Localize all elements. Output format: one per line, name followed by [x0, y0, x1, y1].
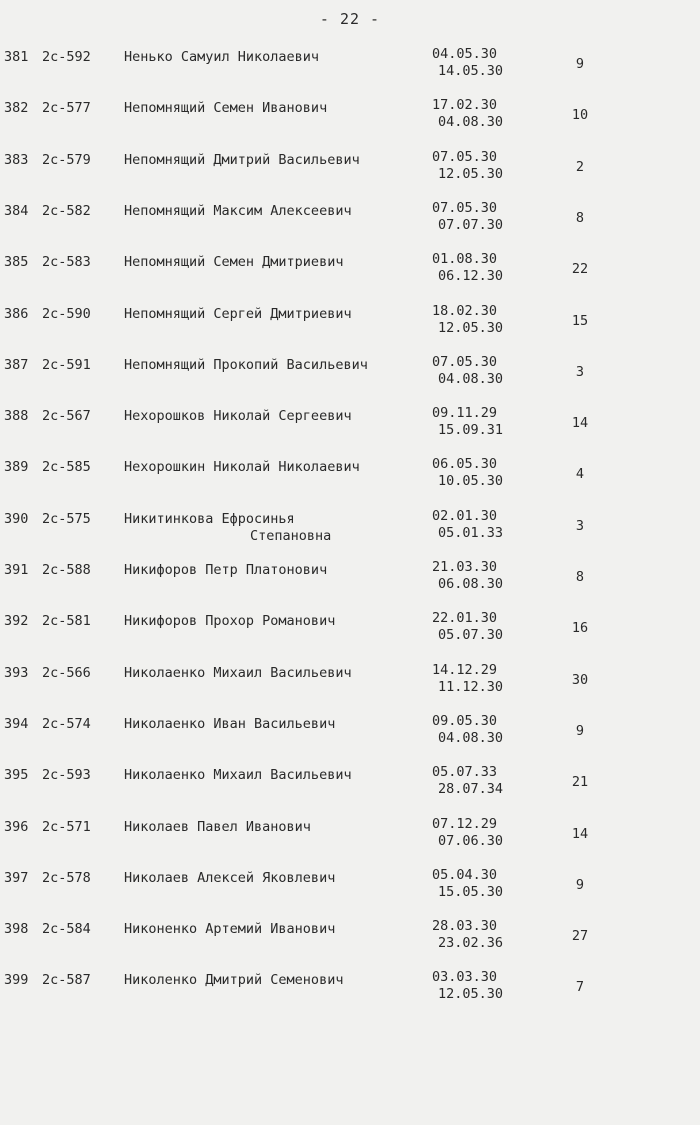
record-row [0, 97, 700, 137]
record-row [0, 918, 700, 958]
record-name: Николаев Алексей Яковлевич [124, 869, 336, 886]
record-end-date: 28.07.34 [438, 781, 504, 798]
record-start-date: 07.05.30 [432, 148, 498, 165]
record-code: 2c-567 [42, 408, 91, 425]
record-count: 21 [571, 774, 589, 791]
record-row [0, 456, 700, 496]
record-name: Ненько Самуил Николаевич [124, 49, 320, 65]
record-start-date: 09.11.29 [432, 405, 498, 422]
record-start-date: 14.12.29 [432, 661, 498, 678]
record-count: 16 [571, 620, 589, 637]
record-name: Непомнящий Сергей Дмитриевич [124, 305, 352, 322]
record-end-date: 04.08.30 [438, 114, 504, 131]
record-code: 2c-593 [42, 767, 91, 784]
record-count: 10 [571, 107, 589, 124]
record-number: 399 [4, 972, 29, 989]
record-code: 2c-581 [42, 613, 91, 630]
record-row [0, 764, 700, 804]
record-name: Непомнящий Дмитрий Васильевич [124, 151, 360, 168]
record-name: Николаенко Михаил Васильевич [124, 664, 352, 681]
record-number: 392 [4, 613, 29, 630]
record-start-date: 05.07.33 [432, 764, 498, 781]
record-count: 8 [575, 569, 585, 585]
record-number: 390 [4, 510, 29, 527]
record-name: Николаенко Иван Васильевич [124, 715, 336, 732]
record-number: 394 [4, 715, 29, 732]
record-end-date: 12.05.30 [438, 986, 504, 1003]
record-end-date: 11.12.30 [438, 678, 504, 695]
record-name: Никитинкова Ефросинья [124, 510, 295, 527]
record-name: Непомнящий Семен Дмитриевич [124, 254, 344, 271]
record-end-date: 12.05.30 [438, 319, 504, 336]
record-start-date: 07.05.30 [432, 199, 498, 216]
record-count: 14 [571, 825, 589, 842]
record-start-date: 06.05.30 [432, 456, 498, 473]
record-start-date: 03.03.30 [432, 969, 498, 986]
record-code: 2c-591 [42, 356, 91, 373]
record-number: 381 [4, 49, 29, 65]
record-count: 7 [575, 979, 585, 996]
record-name: Никоненко Артемий Иванович [124, 921, 336, 938]
record-name: Никифоров Прохор Романович [124, 613, 336, 630]
record-end-date: 15.05.30 [438, 883, 504, 900]
record-number: 384 [4, 202, 29, 219]
record-row [0, 46, 700, 86]
record-name: Николаенко Михаил Васильевич [124, 767, 352, 784]
record-start-date: 02.01.30 [432, 507, 498, 524]
record-code: 2c-574 [42, 715, 91, 732]
record-end-date: 12.05.30 [438, 165, 504, 182]
record-count: 15 [571, 312, 589, 329]
record-name: Николаев Павел Иванович [124, 818, 311, 835]
record-name: Непомнящий Прокопий Васильевич [124, 356, 368, 373]
record-count: 27 [571, 928, 589, 945]
record-number: 385 [4, 254, 29, 271]
record-row [0, 867, 700, 907]
record-start-date: 17.02.30 [432, 97, 498, 114]
record-start-date: 28.03.30 [432, 918, 498, 935]
record-end-date: 14.05.30 [438, 63, 504, 79]
record-start-date: 07.12.29 [432, 815, 498, 832]
record-number: 393 [4, 664, 29, 681]
record-count: 9 [575, 876, 585, 893]
record-row [0, 713, 700, 753]
record-end-date: 06.12.30 [438, 268, 504, 285]
record-end-date: 23.02.36 [438, 935, 504, 952]
record-count: 4 [575, 466, 585, 483]
record-number: 386 [4, 305, 29, 322]
record-start-date: 21.03.30 [432, 559, 498, 575]
record-number: 387 [4, 356, 29, 373]
record-count: 3 [575, 517, 585, 534]
record-count: 9 [575, 56, 585, 72]
record-end-date: 07.06.30 [438, 832, 504, 849]
record-name: Непомнящий Максим Алексеевич [124, 202, 352, 219]
record-number: 395 [4, 767, 29, 784]
record-count: 3 [575, 363, 585, 380]
record-code: 2c-579 [42, 151, 91, 168]
record-name: Нехорошков Николай Сергеевич [124, 408, 352, 425]
record-end-date: 06.08.30 [438, 576, 504, 592]
record-name-continued: Степановна [250, 527, 332, 544]
record-row [0, 559, 700, 599]
record-end-date: 05.01.33 [438, 524, 504, 541]
record-count: 22 [571, 261, 589, 278]
record-code: 2c-582 [42, 202, 91, 219]
record-code: 2c-583 [42, 254, 91, 271]
record-number: 383 [4, 151, 29, 168]
record-end-date: 04.08.30 [438, 370, 504, 387]
record-number: 391 [4, 562, 29, 578]
record-row [0, 816, 700, 856]
record-name: Николенко Дмитрий Семенович [124, 972, 344, 989]
record-end-date: 10.05.30 [438, 473, 504, 490]
record-end-date: 15.09.31 [438, 422, 504, 439]
record-name: Непомнящий Семен Иванович [124, 100, 328, 117]
record-row [0, 303, 700, 343]
record-start-date: 22.01.30 [432, 610, 498, 627]
record-count: 14 [571, 415, 589, 432]
record-count: 8 [575, 209, 585, 226]
record-number: 396 [4, 818, 29, 835]
record-number: 397 [4, 869, 29, 886]
page-number: - 22 - [319, 10, 381, 28]
record-count: 9 [575, 722, 585, 739]
record-row [0, 251, 700, 291]
record-start-date: 01.08.30 [432, 251, 498, 268]
record-name: Нехорошкин Николай Николаевич [124, 459, 360, 476]
record-end-date: 05.07.30 [438, 627, 504, 644]
record-start-date: 09.05.30 [432, 712, 498, 729]
record-row [0, 405, 700, 445]
record-code: 2c-575 [42, 510, 91, 527]
record-row [0, 610, 700, 650]
record-code: 2c-577 [42, 100, 91, 117]
record-code: 2c-590 [42, 305, 91, 322]
record-end-date: 07.07.30 [438, 216, 504, 233]
record-code: 2c-571 [42, 818, 91, 835]
record-number: 389 [4, 459, 29, 476]
record-start-date: 18.02.30 [432, 302, 498, 319]
record-start-date: 07.05.30 [432, 353, 498, 370]
record-number: 398 [4, 921, 29, 938]
record-code: 2c-588 [42, 562, 91, 578]
record-code: 2c-587 [42, 972, 91, 989]
record-count: 30 [571, 671, 589, 688]
record-code: 2c-584 [42, 921, 91, 938]
record-row [0, 508, 700, 548]
record-count: 2 [575, 158, 585, 175]
record-code: 2c-566 [42, 664, 91, 681]
record-start-date: 04.05.30 [432, 46, 498, 62]
record-start-date: 05.04.30 [432, 866, 498, 883]
record-code: 2c-592 [42, 49, 91, 65]
record-row [0, 200, 700, 240]
record-row [0, 149, 700, 189]
record-row [0, 354, 700, 394]
record-code: 2c-585 [42, 459, 91, 476]
record-number: 382 [4, 100, 29, 117]
record-number: 388 [4, 408, 29, 425]
record-name: Никифоров Петр Платонович [124, 562, 328, 578]
record-row [0, 662, 700, 702]
record-code: 2c-578 [42, 869, 91, 886]
record-end-date: 04.08.30 [438, 729, 504, 746]
record-row [0, 969, 700, 1009]
